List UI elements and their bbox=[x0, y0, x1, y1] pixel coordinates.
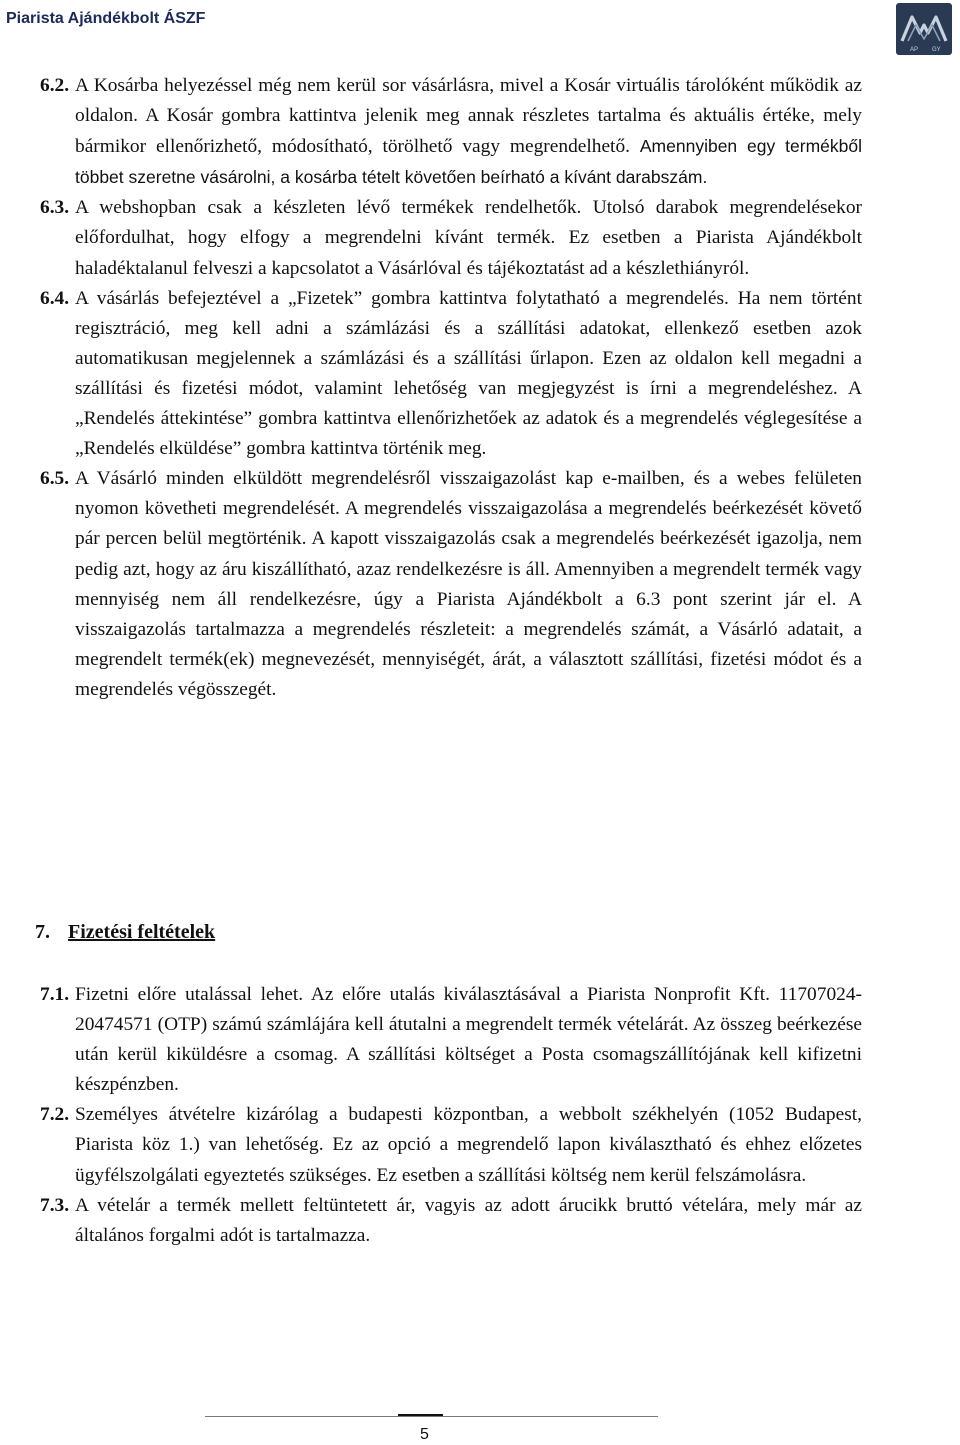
paragraph-number: 6.4. bbox=[40, 287, 70, 309]
footer-divider bbox=[205, 1416, 658, 1417]
terms-content-section-7 bbox=[40, 980, 862, 1251]
paragraph-7-3 bbox=[40, 1191, 862, 1251]
page-header bbox=[0, 0, 960, 53]
paragraph-number: 7.2. bbox=[40, 1104, 70, 1126]
paragraph-6-4 bbox=[40, 284, 862, 465]
header-title: Piarista Ajándékbolt ÁSZF bbox=[6, 10, 206, 27]
paragraph-number: 6.3. bbox=[40, 197, 70, 219]
paragraph-text-sans: Amennyiben egy termékből többet szeretne vásárolni, a kosárba tételt követően beírható a kívánt darabszám. bbox=[75, 136, 862, 188]
paragraph-7-1 bbox=[40, 980, 862, 1100]
footer-divider-accent bbox=[398, 1414, 443, 1416]
school-logo-icon bbox=[896, 3, 952, 55]
logo-left-text: AP bbox=[910, 47, 919, 53]
section-heading-7 bbox=[35, 921, 215, 944]
paragraph-number: 6.2. bbox=[40, 75, 70, 96]
paragraph-text: A Kosárba helyezéssel még nem kerül sor vásárlásra, mivel a Kosár virtuális tárolóként működik az oldalon. A Kosár gombra kattintva jelenik meg annak részletes tartalma és aktuális értéke, mely bármikor ellenőrizhető, módosítható, törölhető vagy megrendelhető. bbox=[75, 75, 862, 158]
logo-right-text: GY bbox=[932, 47, 941, 53]
paragraph-6-2 bbox=[40, 71, 862, 193]
paragraph-text: A webshopban csak a készleten lévő termékek rendelhetők. Utolsó darabok megrendelésekor előfordulhat, hogy elfogy a megrendelni kívánt termék. Ez esetben a Piarista Ajándékbolt haladéktalanul felveszi a kapcsolatot a Vásárlóval és tájékoztatást ad a készlethiányról. bbox=[75, 197, 862, 279]
paragraph-6-3 bbox=[40, 193, 862, 283]
heading-number: 7. bbox=[35, 921, 50, 943]
paragraph-text: Személyes átvételre kizárólag a budapesti központban, a webbolt székhelyén (1052 Budapest, Piarista köz 1.) van lehetőség. Ez az opció a megrendelő lapon kiválasztható és ehhez előzetes ügyfélszolgálati egyeztetés szükséges. Ez esetben a szállítási költség nem kerül felszámolásra. bbox=[75, 1104, 862, 1186]
terms-content-section-6 bbox=[40, 71, 862, 705]
heading-text: Fizetési feltételek bbox=[68, 921, 216, 943]
paragraph-text: A Vásárló minden elküldött megrendelésről visszaigazolást kap e-mailben, és a webes felületen nyomon követheti megrendelését. A megrendelés visszaigazolása a megrendelés beérkezését követő pár percen belül megtörténik. A kapott visszaigazolás csak a megrendelés beérkezését igazolja, nem pedig azt, hogy az áru kiszállítható, azaz rendelkezésre is áll. Amennyiben a megrendelt termék vagy mennyiség nem áll rendelkezésre, úgy a Piarista Ajándékbolt a 6.3 pont szerint jár el. A visszaigazolás tartalmazza a megrendelés részleteit: a megrendelés számát, a Vásárló adatait, a megrendelt termék(ek) megnevezését, mennyiségét, árát, a választott szállítási, fizetési módot és a megrendelés végösszegét. bbox=[75, 468, 862, 700]
paragraph-6-5 bbox=[40, 464, 862, 705]
paragraph-text: A vételár a termék mellett feltüntetett ár, vagyis az adott árucikk bruttó vételára, mely már az általános forgalmi adót is tartalmazza. bbox=[75, 1194, 862, 1246]
page-number: 5 bbox=[420, 1426, 429, 1443]
paragraph-number: 7.3. bbox=[40, 1194, 70, 1216]
paragraph-text: A vásárlás befejeztével a „Fizetek” gombra kattintva folytatható a megrendelés. Ha nem történt regisztráció, meg kell adni a számlázási és a szállítási adatokat, ellenkező esetben azok automatikusan megjelennek a számlázási és a szállítási űrlapon. Ezen az oldalon kell megadni a szállítási és fizetési módot, valamint lehetőség van megjegyzést is írni a megrendeléshez. A „Rendelés áttekintése” gombra kattintva ellenőrizhetőek az adatok és a megrendelés véglegesítése a „Rendelés elküldése” gombra kattintva történik meg. bbox=[75, 287, 862, 460]
paragraph-7-2 bbox=[40, 1100, 862, 1190]
paragraph-number: 6.5. bbox=[40, 468, 70, 490]
paragraph-text: Fizetni előre utalással lehet. Az előre utalás kiválasztásával a Piarista Nonprofit Kft. 11707024-20474571 (OTP) számú számlájára kell átutalni a megrendelt termék vételárát. Az összeg beérkezése után kerül kiküldésre a csomag. A szállítási költséget a Posta csomagszállítójának kell kifizetni készpénzben. bbox=[75, 984, 862, 1096]
paragraph-number: 7.1. bbox=[40, 984, 70, 1005]
